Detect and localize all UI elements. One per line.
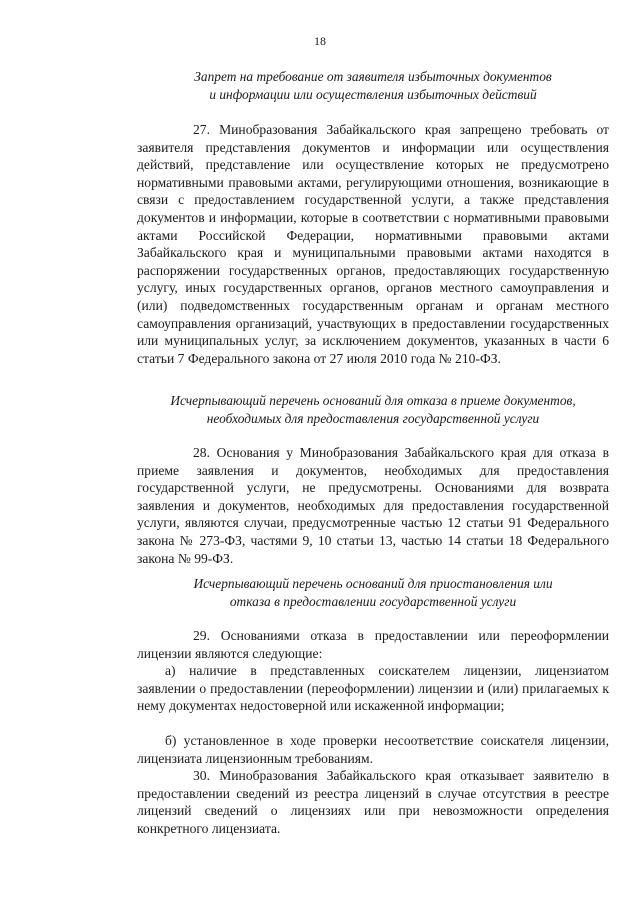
heading-line: отказа в предоставлении государственной услуги [229, 594, 517, 609]
paragraph-29: 29. Основаниями отказа в предоставлении или переоформлении лицензии являются следующие: [137, 628, 609, 661]
heading-line: Запрет на требование от заявителя избыточных документов [194, 69, 552, 84]
paragraph-29a: а) наличие в представленных соискателем лицензии, лицензиатом заявлении о предоставлении (переоформлении) лицензии и (или) прилагаемых к нему документах недостоверной или искаженной информации; [137, 663, 609, 714]
heading-excess-documents-ban [137, 68, 609, 104]
heading-suspension-grounds [137, 575, 609, 611]
heading-line: Исчерпывающий перечень оснований для отказа в приеме документов, [170, 393, 576, 408]
heading-refusal-grounds [137, 392, 609, 428]
heading-line: Исчерпывающий перечень оснований для приостановления или [193, 576, 553, 591]
heading-line: необходимых для предоставления государственной услуги [206, 411, 540, 426]
paragraph-27: 27. Минобразования Забайкальского края запрещено требовать от заявителя представления документов и информации или осуществления действий, представление или осуществление которых не предусмотрено нормативными правовыми актами, регулирующими отношения, возникающие в связи с предоставлением государственной услуги, а также представления документов и информации, которые в соответствии с нормативными правовыми актами Российской Федерации, нормативными правовыми актами Забайкальского края и муниципальными правовыми актами находятся в распоряжении государственных органов, предоставляющих государственную услугу, иных государственных органов, органов местного самоуправления и (или) подведомственных государственным органам и органам местного самоуправления организаций, участвующих в предоставлении государственных или муниципальных услуг, за исключением документов, указанных в части 6 статьи 7 Федерального закона от 27 июля 2010 года № 210-ФЗ. [137, 122, 609, 366]
heading-line: и информации или осуществления избыточных действий [209, 87, 537, 102]
page-number: 18 [314, 34, 326, 48]
paragraph-29b: б) установленное в ходе проверки несоответствие соискателя лицензии, лицензиата лицензионным требованиям. [137, 733, 609, 766]
paragraph-28: 28. Основания у Минобразования Забайкальского края для отказа в приеме заявления и документов, необходимых для предоставления государственной услуги, не предусмотрены. Основаниями для возврата заявления и документов, необходимых для предоставления государственной услуги, являются случаи, предусмотренные частью 12 статьи 91 Федерального закона № 273-ФЗ, частями 9, 10 статьи 13, частью 14 статьи 18 Федерального закона № 99-ФЗ. [137, 445, 609, 566]
paragraph-30: 30. Минобразования Забайкальского края отказывает заявителю в предоставлении сведений из реестра лицензий в случае отсутствия в реестре лицензий сведений о лицензиях или при невозможности определения конкретного лицензиата. [137, 768, 609, 836]
